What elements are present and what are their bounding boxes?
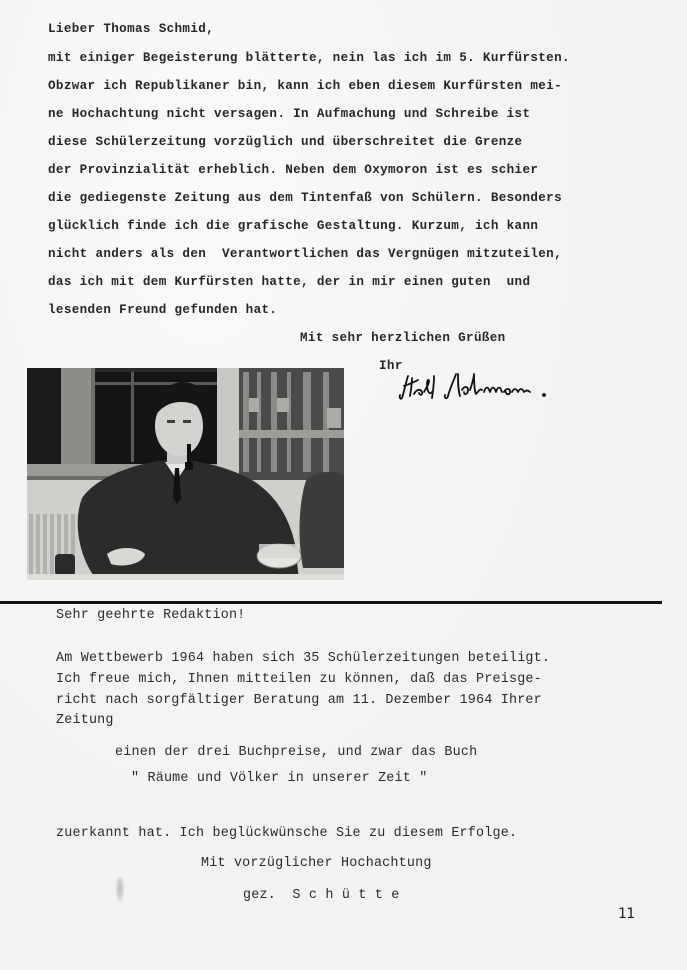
letter1-line: nicht anders als den Verantwortlichen das Vergnügen mitzuteilen, — [48, 247, 562, 261]
letter2-conclusion: zuerkannt hat. Ich beglückwünsche Sie zu diesem Erfolge. — [56, 826, 518, 841]
letter2-line: Ich freue mich, Ihnen mitteilen zu können, daß das Preisge- — [56, 672, 542, 687]
letter1-line: lesenden Freund gefunden hat. — [48, 303, 278, 317]
letter2-line: Am Wettbewerb 1964 haben sich 35 Schülerzeitungen beteiligt. — [56, 651, 551, 666]
letter1-line: ne Hochachtung nicht versagen. In Aufmachung und Schreibe ist — [48, 107, 531, 121]
letter1-line: Obzwar ich Republikaner bin, kann ich eben diesem Kurfürsten mei- — [48, 79, 562, 93]
letter2-closing: Mit vorzüglicher Hochachtung — [201, 856, 432, 871]
letter1-line: diese Schülerzeitung vorzüglich und überschreitet die Grenze — [48, 135, 523, 149]
letter2-book-title: " Räume und Völker in unserer Zeit " — [131, 771, 428, 786]
scan-smudge — [116, 876, 124, 902]
letter1-closing-word: Ihr — [379, 359, 403, 373]
letter2-signature: gez. S c h ü t t e — [243, 888, 400, 903]
portrait-photo — [27, 368, 344, 580]
letter2-line: richt nach sorgfältiger Beratung am 11. Dezember 1964 Ihrer — [56, 693, 542, 708]
letter1-line: die gediegenste Zeitung aus dem Tintenfaß von Schülern. Besonders — [48, 191, 562, 205]
page-number: 11 — [618, 906, 635, 922]
letter2-line: Zeitung — [56, 713, 114, 728]
letter1-line: glücklich finde ich die grafische Gestaltung. Kurzum, ich kann — [48, 219, 539, 233]
handwritten-signature — [398, 368, 558, 402]
letter2-salutation: Sehr geehrte Redaktion! — [56, 608, 246, 623]
letter1-closing: Mit sehr herzlichen Grüßen — [300, 331, 506, 345]
letter1-line: mit einiger Begeisterung blätterte, nein las ich im 5. Kurfürsten. — [48, 51, 570, 65]
letter1-salutation: Lieber Thomas Schmid, — [48, 22, 215, 36]
section-divider — [0, 601, 662, 604]
letter1-line: das ich mit dem Kurfürsten hatte, der in mir einen guten und — [48, 275, 531, 289]
letter1-line: der Provinzialität erheblich. Neben dem Oxymoron ist es schier — [48, 163, 539, 177]
letter2-award-line: einen der drei Buchpreise, und zwar das Buch — [115, 745, 478, 760]
